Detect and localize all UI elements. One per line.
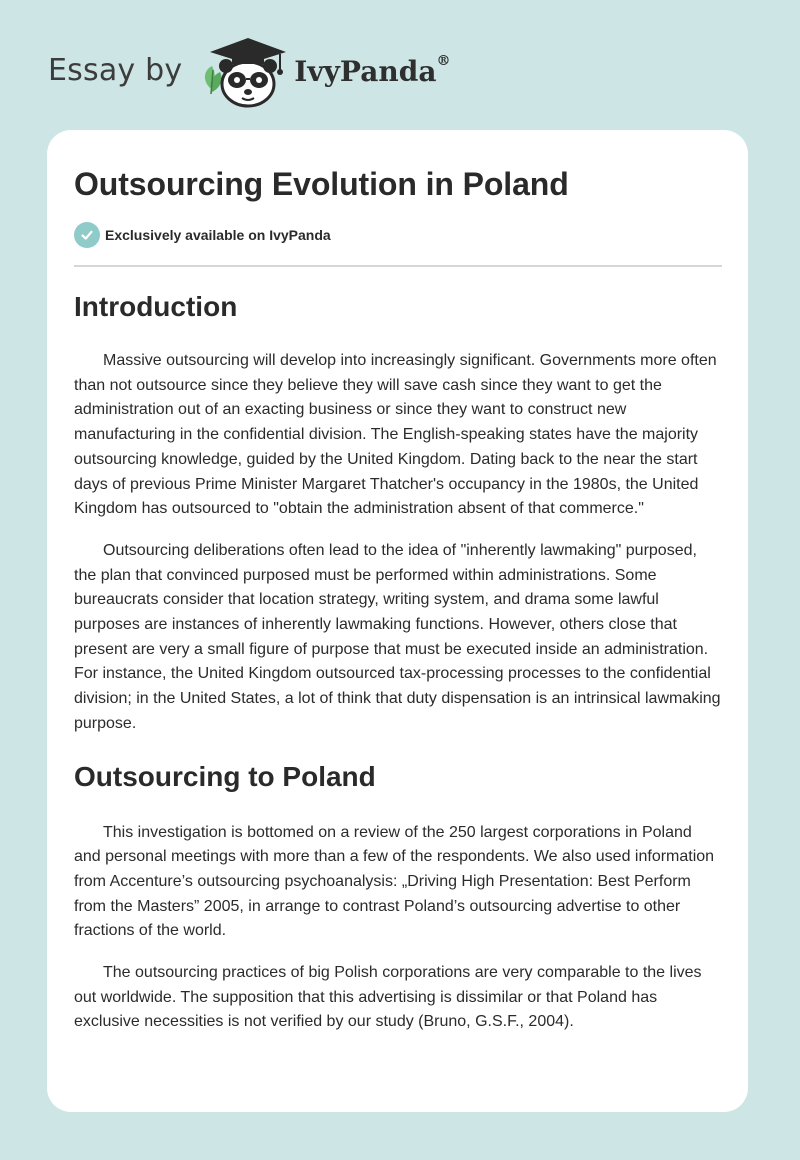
- paragraph: The outsourcing practices of big Polish corporations are very comparable to the lives out worldwide. The supposition that this advertising is dissimilar or that Poland has exclusive necessities is not verified by our study (Bruno, G.S.F., 2004).: [74, 964, 702, 1031]
- title-divider: [74, 265, 722, 267]
- panda-graduation-cap-logo[interactable]: [196, 34, 292, 112]
- paragraph: This investigation is bottomed on a review of the 250 largest corporations in Poland and personal meetings with more than a few of the respondents. We also used information from Accenture’s outsourcing psychoanalysis: „Driving High Presentation: Best Perform from the Masters” 2005, in arrange to contrast Poland’s outsourcing advertise to other fractions of the world.: [74, 823, 715, 940]
- paragraph: Massive outsourcing will develop into increasingly significant. Governments more often than not outsource since they believe they will save cash since they want to get the administration out of an exacting business or since they want to construct new manufacturing in the confidential division. The English-speaking states have the majority outsourcing knowledge, guided by the United Kingdom. Dating back to the near the start days of previous Prime Minister Margaret Thatcher's occupancy in the 1980s, the United Kingdom has outsourced to "obtain the administration absent of that commerce.": [74, 352, 717, 518]
- exclusive-badge-text: Exclusively available on IvyPanda: [105, 227, 331, 243]
- leaf-icon: [205, 66, 222, 94]
- essay-card: [47, 130, 748, 1112]
- essay-by-label: Essay by: [48, 52, 183, 88]
- site-header: [48, 34, 450, 112]
- brand-name[interactable]: [294, 52, 451, 88]
- check-icon: [74, 222, 100, 248]
- exclusive-badge: [74, 221, 722, 249]
- registered-mark: ®: [436, 52, 451, 69]
- section-heading-introduction: Introduction: [74, 291, 238, 322]
- brand-text: IvyPanda: [294, 54, 437, 88]
- essay-title: Outsourcing Evolution in Poland: [74, 166, 569, 202]
- section-heading-outsourcing-to-poland: Outsourcing to Poland: [74, 760, 376, 792]
- paragraph: Outsourcing deliberations often lead to the idea of "inherently lawmaking" purposed, the plan that convinced purposed must be performed within administrations. Some bureaucrats consider that location strategy, writing system, and drama some lawful purposes are instances of inherently lawmaking functions. However, others close that present are very a small figure of purpose that must be executed inside an administration. For instance, the United Kingdom outsourced tax-processing processes to the confidential division; in the United States, a lot of think that duty dispensation is an intrinsical lawmaking purpose.: [74, 541, 721, 732]
